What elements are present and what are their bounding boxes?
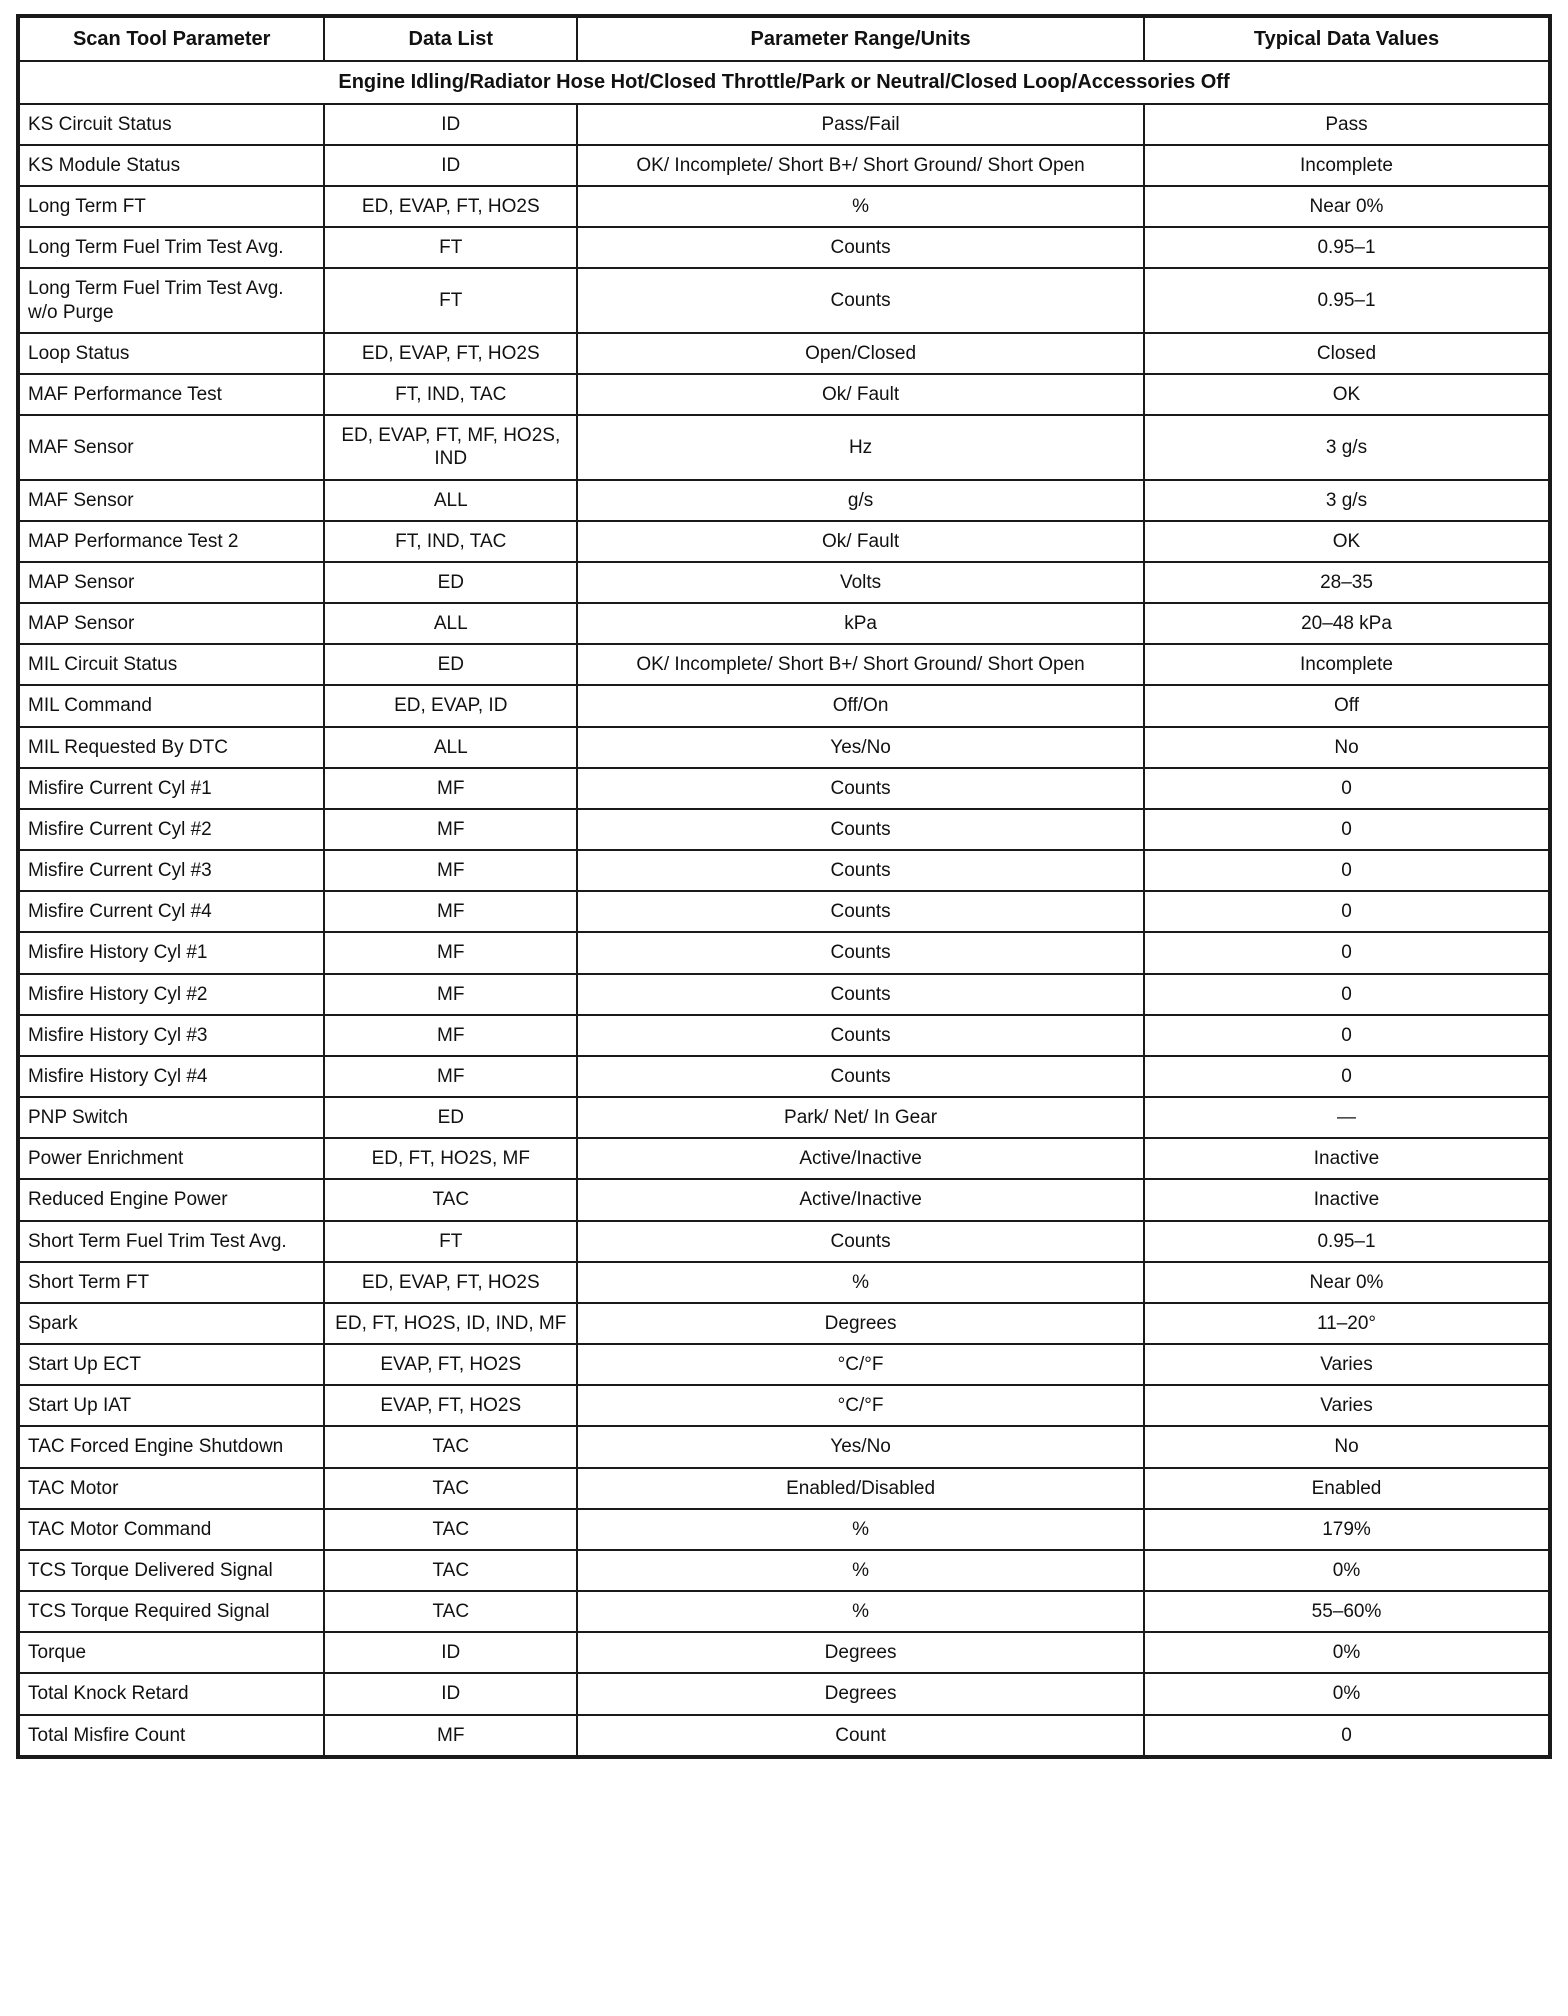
table-row xyxy=(18,1468,1550,1509)
cell-parameter: Misfire History Cyl #3 xyxy=(18,1015,324,1056)
cell-range-units: Ok/ Fault xyxy=(577,374,1144,415)
table-row xyxy=(18,1303,1550,1344)
table-row xyxy=(18,104,1550,145)
cell-data-list: TAC xyxy=(324,1509,577,1550)
cell-range-units: Pass/Fail xyxy=(577,104,1144,145)
table-row xyxy=(18,727,1550,768)
cell-range-units: Degrees xyxy=(577,1303,1144,1344)
cell-data-list: ED xyxy=(324,1097,577,1138)
cell-data-list: ID xyxy=(324,145,577,186)
cell-parameter: Misfire Current Cyl #4 xyxy=(18,891,324,932)
cell-range-units: Open/Closed xyxy=(577,333,1144,374)
cell-data-list: ID xyxy=(324,1632,577,1673)
cell-typical-value: No xyxy=(1144,1426,1550,1467)
cell-data-list: FT, IND, TAC xyxy=(324,374,577,415)
cell-range-units: Counts xyxy=(577,974,1144,1015)
cell-typical-value: Pass xyxy=(1144,104,1550,145)
cell-parameter: TAC Motor xyxy=(18,1468,324,1509)
cell-typical-value: 0% xyxy=(1144,1673,1550,1714)
table-row xyxy=(18,415,1550,479)
cell-data-list: ED xyxy=(324,562,577,603)
cell-data-list: MF xyxy=(324,974,577,1015)
cell-parameter: Start Up ECT xyxy=(18,1344,324,1385)
cell-data-list: ED, FT, HO2S, ID, IND, MF xyxy=(324,1303,577,1344)
cell-range-units: Ok/ Fault xyxy=(577,521,1144,562)
cell-typical-value: — xyxy=(1144,1097,1550,1138)
cell-typical-value: 28–35 xyxy=(1144,562,1550,603)
cell-parameter: KS Module Status xyxy=(18,145,324,186)
table-row xyxy=(18,974,1550,1015)
cell-typical-value: Incomplete xyxy=(1144,644,1550,685)
cell-parameter: Misfire Current Cyl #3 xyxy=(18,850,324,891)
cell-parameter: Reduced Engine Power xyxy=(18,1179,324,1220)
cell-range-units: Counts xyxy=(577,768,1144,809)
cell-data-list: TAC xyxy=(324,1591,577,1632)
table-row xyxy=(18,1138,1550,1179)
cell-range-units: Yes/No xyxy=(577,1426,1144,1467)
column-header-range-units: Parameter Range/Units xyxy=(577,16,1144,61)
cell-data-list: TAC xyxy=(324,1550,577,1591)
cell-data-list: ID xyxy=(324,1673,577,1714)
table-row xyxy=(18,1591,1550,1632)
cell-typical-value: Inactive xyxy=(1144,1138,1550,1179)
cell-data-list: EVAP, FT, HO2S xyxy=(324,1385,577,1426)
cell-parameter: Misfire Current Cyl #2 xyxy=(18,809,324,850)
cell-parameter: TAC Forced Engine Shutdown xyxy=(18,1426,324,1467)
table-row xyxy=(18,1344,1550,1385)
table-row xyxy=(18,186,1550,227)
cell-parameter: Misfire Current Cyl #1 xyxy=(18,768,324,809)
cell-data-list: ALL xyxy=(324,480,577,521)
cell-parameter: Long Term Fuel Trim Test Avg. xyxy=(18,227,324,268)
cell-parameter: Loop Status xyxy=(18,333,324,374)
cell-range-units: % xyxy=(577,1550,1144,1591)
cell-range-units: Counts xyxy=(577,268,1144,332)
cell-parameter: Total Knock Retard xyxy=(18,1673,324,1714)
cell-data-list: MF xyxy=(324,1715,577,1757)
cell-parameter: MAF Sensor xyxy=(18,415,324,479)
cell-range-units: % xyxy=(577,1591,1144,1632)
cell-data-list: ID xyxy=(324,104,577,145)
cell-data-list: FT xyxy=(324,1221,577,1262)
table-row xyxy=(18,1715,1550,1757)
cell-typical-value: OK xyxy=(1144,521,1550,562)
cell-typical-value: Varies xyxy=(1144,1344,1550,1385)
cell-parameter: PNP Switch xyxy=(18,1097,324,1138)
cell-data-list: FT, IND, TAC xyxy=(324,521,577,562)
cell-typical-value: Inactive xyxy=(1144,1179,1550,1220)
cell-data-list: MF xyxy=(324,850,577,891)
cell-range-units: Active/Inactive xyxy=(577,1138,1144,1179)
table-row xyxy=(18,1673,1550,1714)
cell-typical-value: 0.95–1 xyxy=(1144,268,1550,332)
cell-parameter: Short Term FT xyxy=(18,1262,324,1303)
condition-header-row xyxy=(18,61,1550,103)
table-row xyxy=(18,1221,1550,1262)
cell-data-list: TAC xyxy=(324,1426,577,1467)
cell-typical-value: 0.95–1 xyxy=(1144,1221,1550,1262)
cell-typical-value: 0 xyxy=(1144,1015,1550,1056)
cell-parameter: Misfire History Cyl #2 xyxy=(18,974,324,1015)
cell-range-units: OK/ Incomplete/ Short B+/ Short Ground/ Short Open xyxy=(577,644,1144,685)
cell-parameter: Spark xyxy=(18,1303,324,1344)
cell-typical-value: 20–48 kPa xyxy=(1144,603,1550,644)
cell-typical-value: Near 0% xyxy=(1144,1262,1550,1303)
cell-range-units: Degrees xyxy=(577,1632,1144,1673)
cell-parameter: MAP Performance Test 2 xyxy=(18,521,324,562)
cell-range-units: Counts xyxy=(577,809,1144,850)
cell-parameter: Long Term Fuel Trim Test Avg. w/o Purge xyxy=(18,268,324,332)
cell-typical-value: 0 xyxy=(1144,932,1550,973)
cell-range-units: Yes/No xyxy=(577,727,1144,768)
cell-data-list: ED, EVAP, FT, HO2S xyxy=(324,1262,577,1303)
cell-data-list: MF xyxy=(324,1015,577,1056)
cell-range-units: Park/ Net/ In Gear xyxy=(577,1097,1144,1138)
cell-typical-value: 0 xyxy=(1144,891,1550,932)
table-row xyxy=(18,333,1550,374)
cell-parameter: Long Term FT xyxy=(18,186,324,227)
table-row xyxy=(18,227,1550,268)
cell-data-list: ED, EVAP, FT, HO2S xyxy=(324,333,577,374)
cell-parameter: TCS Torque Required Signal xyxy=(18,1591,324,1632)
cell-typical-value: 3 g/s xyxy=(1144,480,1550,521)
cell-typical-value: Near 0% xyxy=(1144,186,1550,227)
cell-parameter: MIL Command xyxy=(18,685,324,726)
table-row xyxy=(18,1550,1550,1591)
cell-parameter: MIL Requested By DTC xyxy=(18,727,324,768)
cell-range-units: Active/Inactive xyxy=(577,1179,1144,1220)
table-row xyxy=(18,850,1550,891)
table-header xyxy=(18,16,1550,104)
table-row xyxy=(18,644,1550,685)
cell-range-units: % xyxy=(577,1509,1144,1550)
cell-parameter: MAF Sensor xyxy=(18,480,324,521)
table-row xyxy=(18,603,1550,644)
cell-range-units: Counts xyxy=(577,1015,1144,1056)
cell-range-units: Counts xyxy=(577,1056,1144,1097)
cell-range-units: Counts xyxy=(577,932,1144,973)
cell-data-list: ED xyxy=(324,644,577,685)
cell-typical-value: 0 xyxy=(1144,1715,1550,1757)
cell-range-units: kPa xyxy=(577,603,1144,644)
cell-typical-value: 0.95–1 xyxy=(1144,227,1550,268)
cell-range-units: Degrees xyxy=(577,1673,1144,1714)
scan-tool-data-table xyxy=(16,14,1552,1759)
cell-range-units: Count xyxy=(577,1715,1144,1757)
table-row xyxy=(18,1632,1550,1673)
cell-parameter: Start Up IAT xyxy=(18,1385,324,1426)
cell-range-units: % xyxy=(577,1262,1144,1303)
cell-typical-value: Enabled xyxy=(1144,1468,1550,1509)
cell-typical-value: 0 xyxy=(1144,974,1550,1015)
cell-parameter: MAF Performance Test xyxy=(18,374,324,415)
table-row xyxy=(18,480,1550,521)
cell-parameter: Torque xyxy=(18,1632,324,1673)
table-row xyxy=(18,932,1550,973)
cell-range-units: Enabled/Disabled xyxy=(577,1468,1144,1509)
table-row xyxy=(18,1426,1550,1467)
table-row xyxy=(18,1015,1550,1056)
table-row xyxy=(18,145,1550,186)
cell-typical-value: 0 xyxy=(1144,850,1550,891)
cell-data-list: ALL xyxy=(324,727,577,768)
cell-data-list: EVAP, FT, HO2S xyxy=(324,1344,577,1385)
cell-typical-value: Off xyxy=(1144,685,1550,726)
table-row xyxy=(18,1509,1550,1550)
cell-parameter: TCS Torque Delivered Signal xyxy=(18,1550,324,1591)
cell-data-list: ED, FT, HO2S, MF xyxy=(324,1138,577,1179)
cell-range-units: Counts xyxy=(577,850,1144,891)
cell-parameter: Total Misfire Count xyxy=(18,1715,324,1757)
cell-typical-value: 0 xyxy=(1144,768,1550,809)
cell-parameter: KS Circuit Status xyxy=(18,104,324,145)
cell-typical-value: Varies xyxy=(1144,1385,1550,1426)
table-row xyxy=(18,521,1550,562)
cell-parameter: Power Enrichment xyxy=(18,1138,324,1179)
column-header-typical-values: Typical Data Values xyxy=(1144,16,1550,61)
cell-parameter: Misfire History Cyl #4 xyxy=(18,1056,324,1097)
cell-data-list: FT xyxy=(324,268,577,332)
table-row xyxy=(18,809,1550,850)
table-row xyxy=(18,1262,1550,1303)
cell-data-list: MF xyxy=(324,768,577,809)
cell-typical-value: 179% xyxy=(1144,1509,1550,1550)
cell-typical-value: Closed xyxy=(1144,333,1550,374)
cell-typical-value: No xyxy=(1144,727,1550,768)
cell-range-units: OK/ Incomplete/ Short B+/ Short Ground/ Short Open xyxy=(577,145,1144,186)
table-row xyxy=(18,891,1550,932)
cell-parameter: MAP Sensor xyxy=(18,603,324,644)
table-row xyxy=(18,374,1550,415)
table-row xyxy=(18,1179,1550,1220)
table-body xyxy=(18,104,1550,1757)
cell-range-units: % xyxy=(577,186,1144,227)
cell-typical-value: 0 xyxy=(1144,1056,1550,1097)
cell-typical-value: 0 xyxy=(1144,809,1550,850)
cell-data-list: TAC xyxy=(324,1179,577,1220)
cell-data-list: ED, EVAP, FT, MF, HO2S, IND xyxy=(324,415,577,479)
column-header-row xyxy=(18,16,1550,61)
cell-range-units: Volts xyxy=(577,562,1144,603)
cell-range-units: °C/°F xyxy=(577,1344,1144,1385)
cell-data-list: MF xyxy=(324,1056,577,1097)
cell-parameter: MAP Sensor xyxy=(18,562,324,603)
table-row xyxy=(18,1056,1550,1097)
cell-typical-value: 3 g/s xyxy=(1144,415,1550,479)
cell-data-list: MF xyxy=(324,932,577,973)
table-row xyxy=(18,768,1550,809)
cell-typical-value: 55–60% xyxy=(1144,1591,1550,1632)
cell-parameter: Misfire History Cyl #1 xyxy=(18,932,324,973)
cell-typical-value: 0% xyxy=(1144,1550,1550,1591)
cell-range-units: Off/On xyxy=(577,685,1144,726)
cell-range-units: g/s xyxy=(577,480,1144,521)
table-row xyxy=(18,268,1550,332)
cell-range-units: Counts xyxy=(577,227,1144,268)
cell-data-list: TAC xyxy=(324,1468,577,1509)
condition-header: Engine Idling/Radiator Hose Hot/Closed Throttle/Park or Neutral/Closed Loop/Accessories Off xyxy=(18,61,1550,103)
cell-data-list: ED, EVAP, FT, HO2S xyxy=(324,186,577,227)
cell-typical-value: OK xyxy=(1144,374,1550,415)
cell-range-units: Counts xyxy=(577,891,1144,932)
table-row xyxy=(18,1097,1550,1138)
column-header-parameter: Scan Tool Parameter xyxy=(18,16,324,61)
cell-range-units: °C/°F xyxy=(577,1385,1144,1426)
table-row xyxy=(18,685,1550,726)
cell-data-list: ALL xyxy=(324,603,577,644)
cell-range-units: Counts xyxy=(577,1221,1144,1262)
table-row xyxy=(18,562,1550,603)
cell-data-list: MF xyxy=(324,809,577,850)
column-header-data-list: Data List xyxy=(324,16,577,61)
table-row xyxy=(18,1385,1550,1426)
cell-typical-value: Incomplete xyxy=(1144,145,1550,186)
cell-parameter: MIL Circuit Status xyxy=(18,644,324,685)
cell-parameter: TAC Motor Command xyxy=(18,1509,324,1550)
cell-data-list: MF xyxy=(324,891,577,932)
cell-range-units: Hz xyxy=(577,415,1144,479)
cell-typical-value: 0% xyxy=(1144,1632,1550,1673)
cell-parameter: Short Term Fuel Trim Test Avg. xyxy=(18,1221,324,1262)
cell-data-list: FT xyxy=(324,227,577,268)
cell-data-list: ED, EVAP, ID xyxy=(324,685,577,726)
cell-typical-value: 11–20° xyxy=(1144,1303,1550,1344)
